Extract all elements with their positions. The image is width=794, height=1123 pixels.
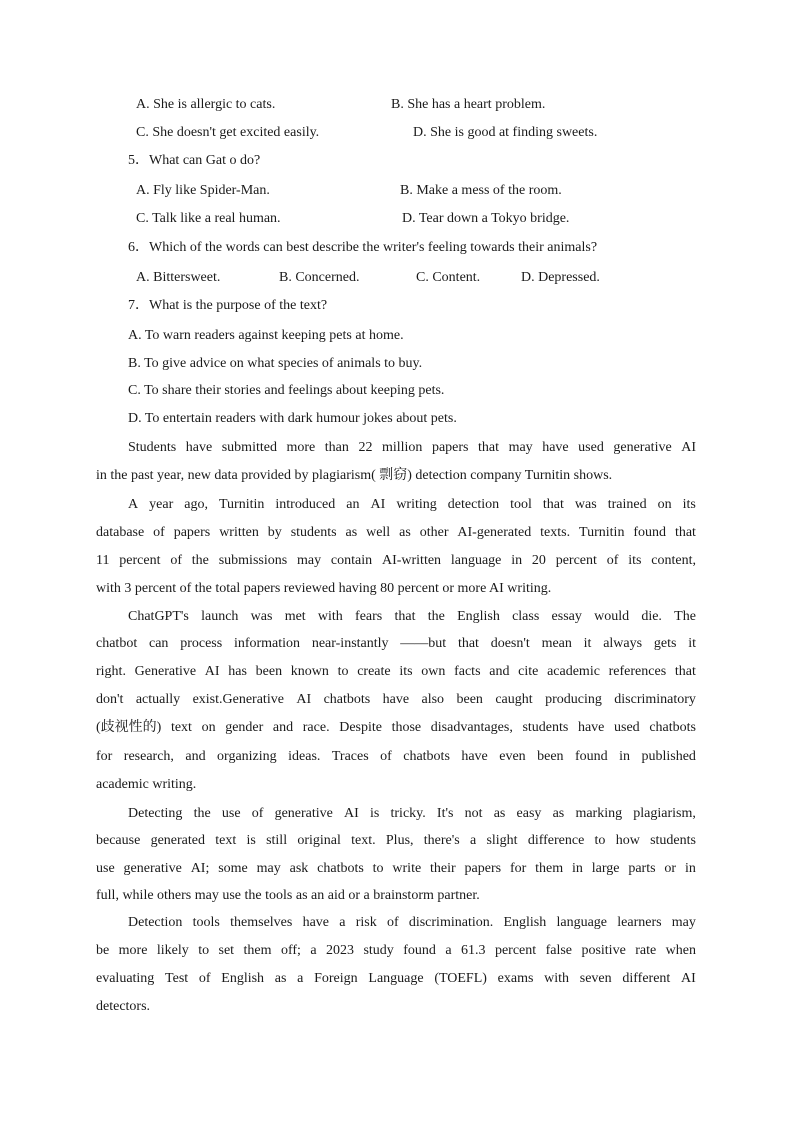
q6-option-b: B. Concerned.: [279, 270, 360, 285]
passage-line: A year ago, Turnitin introduced an AI writing detection tool that was trained on its: [128, 497, 696, 512]
passage-line: be more likely to set them off; a 2023 study found a 61.3 percent false positive rate when: [96, 943, 696, 958]
q5-option-d: D. Tear down a Tokyo bridge.: [402, 211, 570, 226]
passage-line: detectors.: [96, 999, 151, 1014]
q6-stem: 6．Which of the words can best describe the writer's feeling towards their animals?: [128, 240, 598, 255]
passage-line: because generated text is still original text. Plus, there's a slight difference to how students: [96, 833, 696, 848]
passage-line: 11 percent of the submissions may contain AI-written language in 20 percent of its content,: [96, 553, 696, 568]
passage-line: full, while others may use the tools as an aid or a brainstorm partner.: [96, 888, 480, 903]
passage-line: evaluating Test of English as a Foreign Language (TOEFL) exams with seven different AI: [96, 971, 696, 986]
q6-option-c: C. Content.: [416, 270, 481, 285]
q4-option-b: B. She has a heart problem.: [391, 97, 546, 112]
passage-line: Detection tools themselves have a risk of discrimination. English language learners may: [128, 915, 696, 930]
passage-line: chatbot can process information near-instantly ——but that doesn't mean it always gets it: [96, 636, 696, 651]
q4-option-a: A. She is allergic to cats.: [136, 97, 276, 112]
q7-option-c: C. To share their stories and feelings about keeping pets.: [128, 383, 445, 398]
q5-stem: 5．What can Gat o do?: [128, 153, 261, 168]
passage-line: with 3 percent of the total papers reviewed having 80 percent or more AI writing.: [96, 581, 552, 596]
q6-option-a: A. Bittersweet.: [136, 270, 221, 285]
q7-stem: 7．What is the purpose of the text?: [128, 298, 328, 313]
passage-line: don't actually exist.Generative AI chatbots have also been caught producing discriminatory: [96, 692, 696, 707]
q5-option-a: A. Fly like Spider-Man.: [136, 183, 270, 198]
passage-line: academic writing.: [96, 777, 197, 792]
q7-option-d: D. To entertain readers with dark humour jokes about pets.: [128, 411, 457, 426]
q7-option-b: B. To give advice on what species of animals to buy.: [128, 356, 423, 371]
q7-option-a: A. To warn readers against keeping pets at home.: [128, 328, 404, 343]
q5-option-c: C. Talk like a real human.: [136, 211, 281, 226]
passage-line: database of papers written by students as well as other AI-generated texts. Turnitin found that: [96, 525, 696, 540]
passage-line: use generative AI; some may ask chatbots to write their papers for them in large parts or in: [96, 861, 696, 876]
q5-option-b: B. Make a mess of the room.: [400, 183, 562, 198]
passage-line: ChatGPT's launch was met with fears that the English class essay would die. The: [128, 609, 696, 624]
passage-line: (歧视性的) text on gender and race. Despite those disadvantages, students have used chatbots: [96, 720, 696, 735]
passage-line: in the past year, new data provided by plagiarism( 剽窃) detection company Turnitin shows.: [96, 468, 613, 483]
q6-option-d: D. Depressed.: [521, 270, 600, 285]
q4-option-c: C. She doesn't get excited easily.: [136, 125, 320, 140]
passage-line: for research, and organizing ideas. Traces of chatbots have even been found in published: [96, 749, 696, 764]
passage-line: Students have submitted more than 22 million papers that may have used generative AI: [128, 440, 696, 455]
q4-option-d: D. She is good at finding sweets.: [413, 125, 598, 140]
passage-line: right. Generative AI has been known to create its own facts and cite academic references that: [96, 664, 696, 679]
passage-line: Detecting the use of generative AI is tricky. It's not as easy as marking plagiarism,: [128, 806, 696, 821]
